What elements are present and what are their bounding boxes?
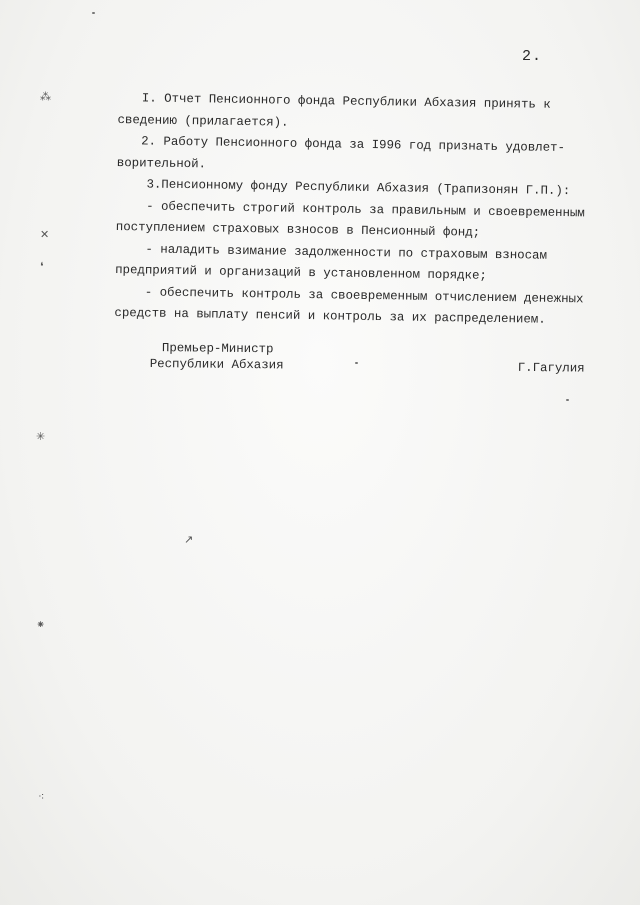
paragraph-line: I. Отчет Пенсионного фонда Республики Абхазия принять к (141, 91, 551, 112)
paragraph-line: сведению (прилагается). (117, 112, 289, 130)
scan-speck (92, 12, 95, 14)
signature-block (150, 340, 600, 377)
signatory-title: Премьер-Министр (161, 341, 274, 357)
paragraph-line: - обеспечить контроль за своевременным отчислением денежных (144, 284, 584, 306)
scan-mark-icon: ✳ (36, 430, 46, 443)
signatory-name: Г.Гагулия (517, 360, 585, 376)
scan-speck (355, 362, 358, 364)
paragraph-line: 2. Работу Пенсионного фонда за I996 год признать удовлет- (141, 134, 566, 156)
scan-speck (566, 399, 569, 401)
paragraph-line: ворительной. (116, 155, 207, 171)
paragraph-line: - обеспечить строгий контроль за правильным и своевременным (146, 198, 585, 220)
paragraph-line: 3.Пенсионному фонду Республики Абхазия (Трапизонян Г.П.): (146, 177, 571, 199)
scan-mark-icon: ⁕ (36, 618, 46, 631)
scan-mark-icon: ❛ (40, 260, 44, 273)
signatory-title: Республики Абхазия (149, 356, 284, 373)
resolution-text (114, 88, 598, 332)
paragraph-line: средств на выплату пенсий и контроль за их распределением. (114, 305, 546, 327)
page-number: 2. (522, 48, 543, 65)
scan-mark-icon: ⁂ (40, 90, 51, 103)
scan-mark-icon: ⁖ (38, 790, 45, 803)
scan-mark-icon: ✕ (40, 228, 50, 241)
paragraph-line: - наладить взимание задолженности по страховым взносам (145, 241, 548, 263)
paragraph-line: предприятий и организаций в установленном порядке; (115, 262, 487, 283)
scan-mark-icon: ↗ (184, 533, 194, 546)
paragraph-line: поступлением страховых взносов в Пенсионный фонд; (115, 219, 481, 240)
